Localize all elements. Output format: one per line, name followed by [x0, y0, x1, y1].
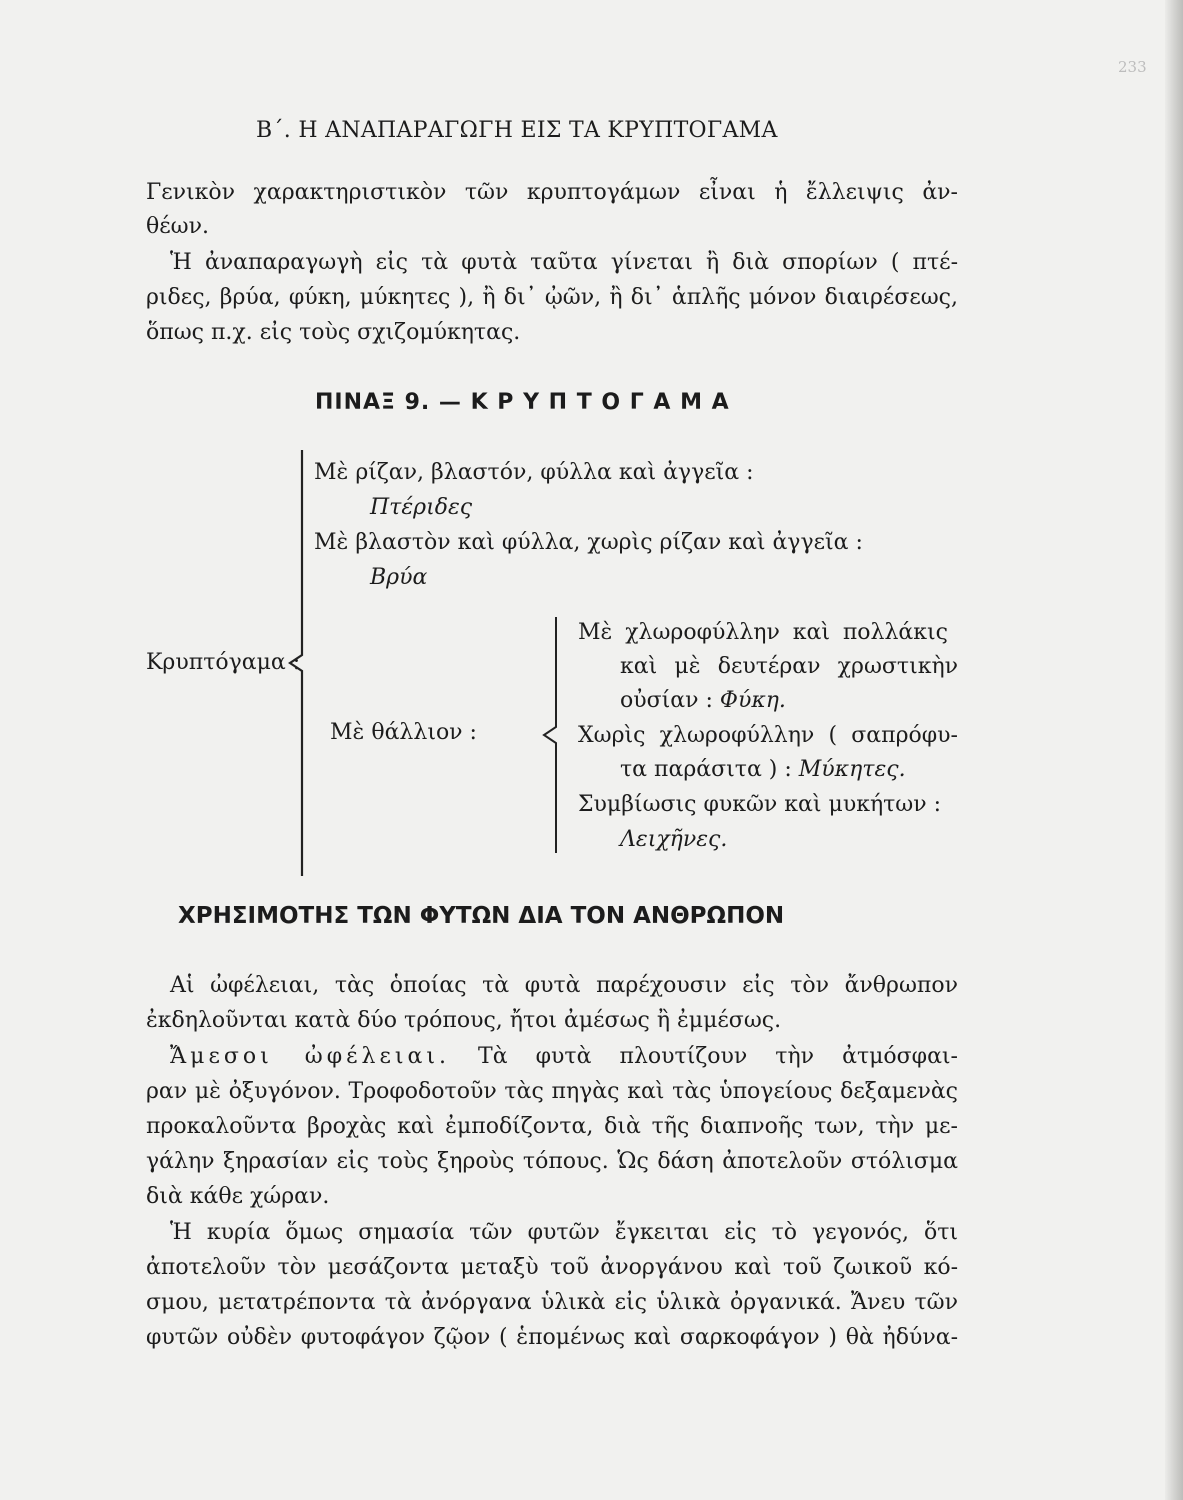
direct-benefits-lead: Ἄμεσοι ὠφέλειαι.	[170, 1044, 450, 1069]
section-b-p2-line1: Ἡ ἀναπαραγωγὴ εἰς τὰ φυτὰ ταῦτα γίνεται ἢ διὰ σπορίων ( πτέ-	[170, 250, 958, 275]
thallus1-line1: Μὲ χλωροφύλλην καὶ πολλάκις	[578, 620, 948, 645]
page-number: 233	[1118, 58, 1147, 76]
page-edge	[1165, 0, 1183, 1500]
root-label: Κρυπτόγαμα :	[146, 650, 301, 675]
thallus3-name: Λειχῆνες.	[620, 827, 728, 852]
main-brace	[284, 448, 308, 878]
branch2-text: Μὲ βλαστὸν καὶ φύλλα, χωρὶς ρίζαν καὶ ἀγγεῖα :	[314, 530, 863, 555]
table-title: ΠΙΝΑΞ 9. — Κ Ρ Υ Π Τ Ο Γ Α Μ Α	[315, 390, 730, 415]
usefulness-title: ΧΡΗΣΙΜΟΤΗΣ ΤΩΝ ΦΥΤΩΝ ΔΙΑ ΤΟΝ ΑΝΘΡΩΠΟΝ	[178, 903, 785, 929]
use-p2-line1: Ἄμεσοι ὠφέλειαι. Τὰ φυτὰ πλουτίζουν τὴν ἀτμόσφαι-	[170, 1044, 958, 1069]
thallus2-line2: τα παράσιτα ) : Μύκητες.	[620, 757, 906, 782]
use-p3-line2: ἀποτελοῦν τὸν μεσάζοντα μεταξὺ τοῦ ἀνοργάνου καὶ τοῦ ζωικοῦ κό-	[146, 1255, 958, 1280]
section-b-p1-line2: θέων.	[146, 214, 209, 239]
section-b-p1-line1: Γενικὸν χαρακτηριστικὸν τῶν κρυπτογάμων εἶναι ἡ ἔλλειψις ἀν-	[146, 180, 958, 205]
use-p2-line4: γάλην ξηρασίαν εἰς τοὺς ξηροὺς τόπους. Ὡς δάση ἀποτελοῦν στόλισμα	[146, 1149, 958, 1174]
use-p1-line1: Αἱ ὠφέλειαι, τὰς ὁποίας τὰ φυτὰ παρέχουσιν εἰς τὸν ἄνθρωπον	[170, 973, 958, 998]
thallus1-name: Φύκη.	[719, 688, 786, 713]
branch1-name: Πτέριδες	[370, 495, 473, 520]
section-b-p2-line3: ὅπως π.χ. εἰς τοὺς σχιζομύκητας.	[146, 320, 521, 345]
thallus3-line1: Συμβίωσις φυκῶν καὶ μυκήτων :	[578, 792, 942, 817]
thallus1-line2: καὶ μὲ δευτέραν χρωστικὴν	[620, 654, 958, 679]
use-p1-line2: ἐκδηλοῦνται κατὰ δύο τρόπους, ἤτοι ἀμέσως ἢ ἐμμέσως.	[146, 1008, 782, 1033]
use-p3-line3: σμου, μετατρέποντα τὰ ἀνόργανα ὑλικὰ εἰς ὑλικὰ ὀργανικά. Ἄνευ τῶν	[146, 1290, 958, 1315]
thallus-brace	[538, 615, 562, 855]
branch1-text: Μὲ ρίζαν, βλαστόν, φύλλα καὶ ἀγγεῖα :	[314, 460, 754, 485]
use-p3-line4: φυτῶν οὐδὲν φυτοφάγον ζῷον ( ἑπομένως καὶ σαρκοφάγον ) θὰ ἠδύνα-	[146, 1325, 958, 1350]
thallus2-line1: Χωρὶς χλωροφύλλην ( σαπρόφυ-	[578, 723, 958, 748]
section-b-p2-line2: ριδες, βρύα, φύκη, μύκητες ), ἢ δι᾽ ᾠῶν, ἢ δι᾽ ἁπλῆς μόνον διαιρέσεως,	[146, 285, 958, 310]
use-p2-line5: διὰ κάθε χώραν.	[146, 1184, 330, 1209]
section-b-title: Β΄. Η ΑΝΑΠΑΡΑΓΩΓΗ ΕΙΣ ΤΑ ΚΡΥΠΤΟΓΑΜΑ	[256, 118, 778, 143]
use-p2-line3: προκαλοῦντα βροχὰς καὶ ἐμποδίζοντα, διὰ τῆς διαπνοῆς των, τὴν με-	[146, 1114, 958, 1139]
branch2-name: Βρύα	[370, 565, 428, 590]
use-p3-line1: Ἡ κυρία ὅμως σημασία τῶν φυτῶν ἔγκειται εἰς τὸ γεγονός, ὅτι	[170, 1220, 958, 1245]
thallus1-line3: οὐσίαν : Φύκη.	[620, 688, 786, 713]
thallus2-name: Μύκητες.	[798, 757, 906, 782]
thallus-label: Μὲ θάλλιον :	[330, 720, 477, 745]
use-p2-line2: ραν μὲ ὀξυγόνον. Τροφοδοτοῦν τὰς πηγὰς καὶ τὰς ὑπογείους δεξαμενὰς	[146, 1079, 958, 1104]
